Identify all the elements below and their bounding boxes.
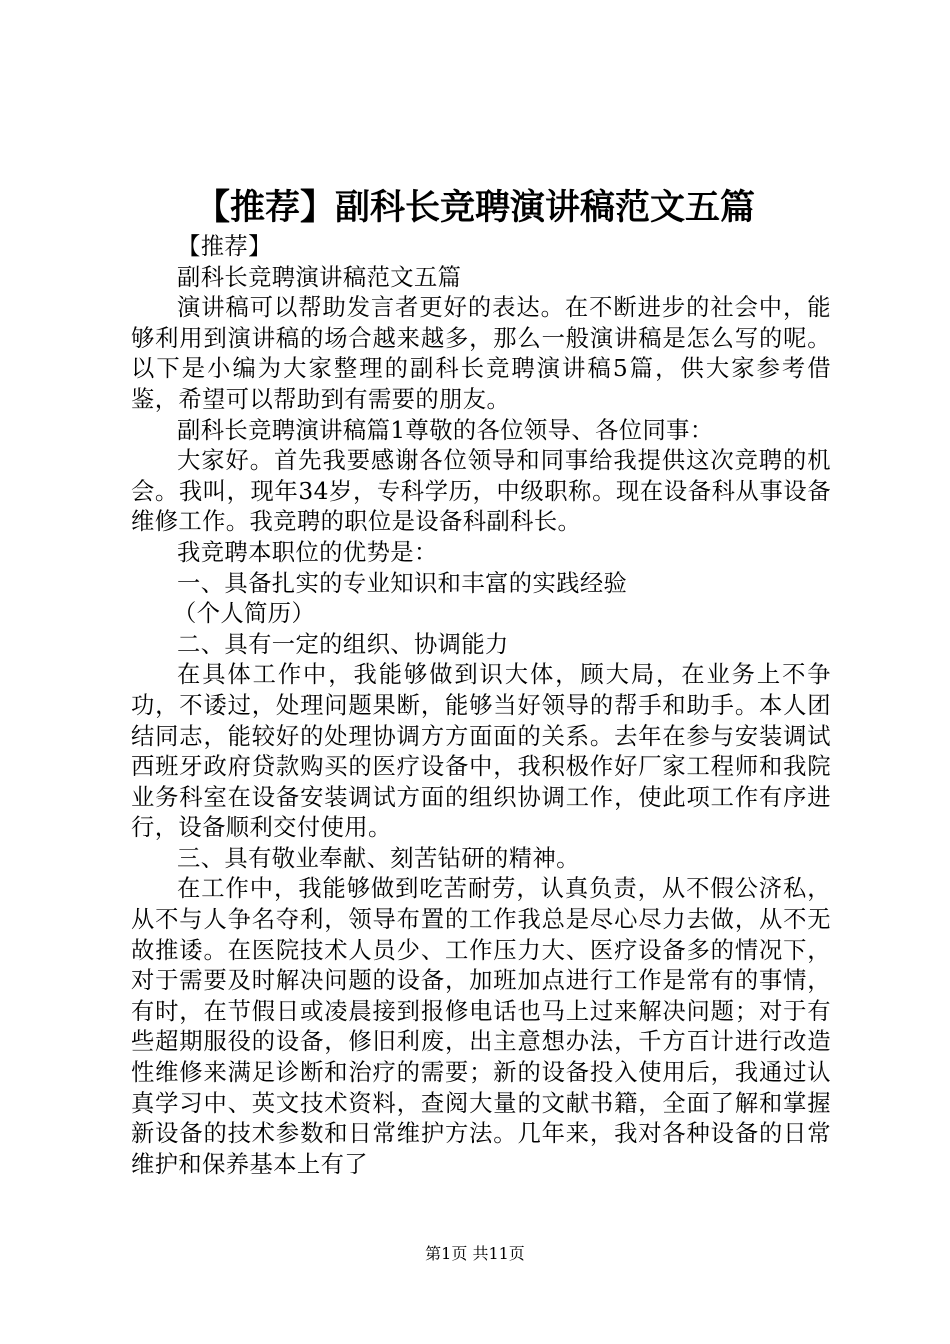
paragraph-subtitle: 副科长竞聘演讲稿范文五篇 [177,263,462,291]
paragraph-point-two-detail: 在具体工作中，我能够做到识大体，顾大局，在业务上不争功，不诿过，处理问题果断，能够当好领导的帮手和助手。本人团结同志，能较好的处理协调方方面面的关系。去年在参与安装调试西班牙政府贷款购买的医疗设备中，我积极作好厂家工程师和我院业务科室在设备安装调试方面的组织协调工作，使此项工作有序进行，设备顺利交付使用。 [131,661,831,842]
paragraph-point-three-detail: 在工作中，我能够做到吃苦耐劳，认真负责，从不假公济私，从不与人争名夺利，领导布置的工作我总是尽心尽力去做，从不无故推诿。在医院技术人员少、工作压力大、医疗设备多的情况下，对于需要及时解决问题的设备，加班加点进行工作是常有的事情，有时，在节假日或凌晨接到报修电话也马上过来解决问题；对于有些超期服役的设备，修旧利废，出主意想办法，千方百计进行改造性维修来满足诊断和治疗的需要；新的设备投入使用后，我通过认真学习中、英文技术资料，查阅大量的文献书籍，全面了解和掌握新设备的技术参数和日常维护方法。几年来，我对各种设备的日常维护和保养基本上有了 [131,875,831,1178]
paragraph-point-one: 一、具备扎实的专业知识和丰富的实践经验 [177,569,628,597]
paragraph-speech-heading: 副科长竞聘演讲稿篇1尊敬的各位领导、各位同事： [177,416,714,444]
paragraph-advantages-heading: 我竞聘本职位的优势是： [177,538,438,566]
document-body [131,232,831,1180]
paragraph-resume-note: （个人简历） [173,600,316,628]
document-title: 【推荐】副科长竞聘演讲稿范文五篇 [194,187,755,228]
paragraph-greeting: 大家好。首先我要感谢各位领导和同事给我提供这次竞聘的机会。我叫，现年34岁，专科学历，中级职称。现在设备科从事设备维修工作。我竞聘的职位是设备科副科长。 [131,447,831,536]
paragraph-point-two: 二、具有一定的组织、协调能力 [177,630,509,658]
paragraph-point-three: 三、具有敬业奉献、刻苦钻研的精神。 [177,844,580,872]
paragraph-intro: 演讲稿可以帮助发言者更好的表达。在不断进步的社会中，能够利用到演讲稿的场合越来越多，那么一般演讲稿是怎么写的呢。以下是小编为大家整理的副科长竞聘演讲稿5篇，供大家参考借鉴，希望可以帮助到有需要的朋友。 [131,294,831,413]
paragraph-tag: 【推荐】 [177,233,272,260]
page-number-footer: 第1页 共11页 [425,1244,525,1263]
